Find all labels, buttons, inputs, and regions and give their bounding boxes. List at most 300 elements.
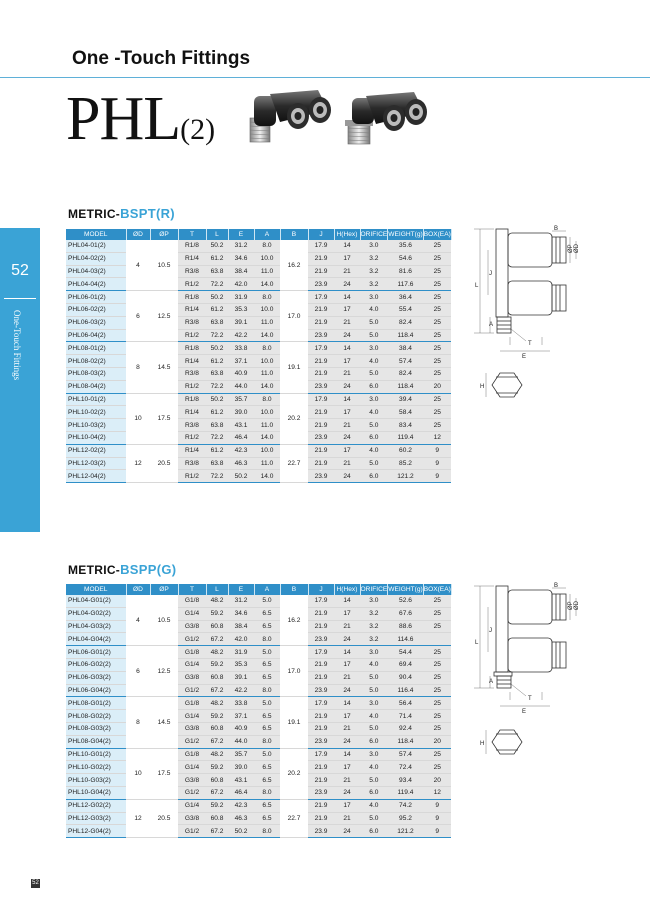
hex-cell: 14	[334, 393, 360, 406]
header-rule	[0, 77, 650, 78]
table-row	[66, 278, 451, 291]
weight-cell: 54.6	[388, 252, 423, 265]
box-qty-cell: 25	[423, 748, 451, 761]
length-l-cell: 72.2	[206, 431, 228, 444]
box-qty-cell	[423, 633, 451, 646]
length-a-cell: 10.0	[254, 355, 280, 368]
orifice-cell: 4.0	[360, 710, 388, 723]
length-e-cell: 39.0	[228, 406, 254, 419]
model-cell: PHL06-G04(2)	[66, 684, 126, 697]
table-row	[66, 240, 451, 252]
weight-cell: 39.4	[388, 393, 423, 406]
box-qty-cell: 25	[423, 722, 451, 735]
table-row	[66, 595, 451, 607]
length-j-cell: 21.9	[308, 799, 334, 812]
table-header-row	[66, 229, 451, 240]
table-row	[66, 316, 451, 329]
thread-cell: R1/8	[178, 342, 206, 355]
hex-cell: 21	[334, 722, 360, 735]
length-e-cell: 46.3	[228, 457, 254, 470]
length-j-cell: 21.9	[308, 252, 334, 265]
hex-cell: 17	[334, 658, 360, 671]
thread-cell: R1/8	[178, 393, 206, 406]
box-qty-cell: 25	[423, 595, 451, 607]
length-j-cell: 21.9	[308, 620, 334, 633]
column-header: J	[308, 229, 334, 240]
hex-cell: 24	[334, 380, 360, 393]
length-e-cell: 31.9	[228, 291, 254, 304]
model-cell: PHL04-01(2)	[66, 240, 126, 252]
length-e-cell: 34.6	[228, 252, 254, 265]
thread-cell: R3/8	[178, 457, 206, 470]
model-cell: PHL12-03(2)	[66, 457, 126, 470]
hex-cell: 24	[334, 431, 360, 444]
hex-cell: 21	[334, 316, 360, 329]
side-tab-page-number: 52	[11, 262, 29, 279]
weight-cell: 118.4	[388, 735, 423, 748]
hex-cell: 24	[334, 825, 360, 838]
model-cell: PHL06-G02(2)	[66, 658, 126, 671]
model-cell: PHL12-G02(2)	[66, 799, 126, 812]
length-e-cell: 38.4	[228, 620, 254, 633]
length-e-cell: 42.2	[228, 684, 254, 697]
box-qty-cell: 25	[423, 671, 451, 684]
weight-cell: 60.2	[388, 444, 423, 457]
thread-cell: G1/2	[178, 684, 206, 697]
weight-cell: 116.4	[388, 684, 423, 697]
model-cell: PHL06-G01(2)	[66, 646, 126, 659]
length-a-cell: 8.0	[254, 825, 280, 838]
length-b-cell: 20.2	[280, 748, 308, 799]
length-j-cell: 21.9	[308, 316, 334, 329]
dim-label-l: L	[475, 640, 479, 646]
length-l-cell: 59.2	[206, 761, 228, 774]
product-model-title	[66, 85, 216, 161]
hex-cell: 21	[334, 457, 360, 470]
length-a-cell: 11.0	[254, 316, 280, 329]
box-qty-cell: 25	[423, 646, 451, 659]
table-row	[66, 658, 451, 671]
length-l-cell: 50.2	[206, 342, 228, 355]
table-row	[66, 620, 451, 633]
weight-cell: 85.2	[388, 457, 423, 470]
length-e-cell: 50.2	[228, 825, 254, 838]
box-qty-cell: 25	[423, 252, 451, 265]
length-a-cell: 8.0	[254, 633, 280, 646]
length-l-cell: 60.8	[206, 774, 228, 787]
length-j-cell: 17.9	[308, 342, 334, 355]
length-l-cell: 63.8	[206, 457, 228, 470]
column-header: E	[228, 584, 254, 595]
table-row	[66, 607, 451, 620]
length-a-cell: 10.0	[254, 303, 280, 316]
length-l-cell: 59.2	[206, 799, 228, 812]
length-e-cell: 33.8	[228, 697, 254, 710]
length-a-cell: 5.0	[254, 646, 280, 659]
length-l-cell: 63.8	[206, 265, 228, 278]
length-l-cell: 50.2	[206, 393, 228, 406]
weight-cell: 118.4	[388, 380, 423, 393]
model-suffix: (2)	[180, 113, 216, 146]
length-e-cell: 42.2	[228, 329, 254, 342]
tube-od-cell: 4	[126, 595, 150, 646]
thread-cell: R1/4	[178, 252, 206, 265]
length-b-cell: 17.0	[280, 291, 308, 342]
column-header: ØD	[126, 584, 150, 595]
box-qty-cell: 9	[423, 470, 451, 483]
thread-cell: R3/8	[178, 265, 206, 278]
model-cell: PHL04-03(2)	[66, 265, 126, 278]
length-j-cell: 21.9	[308, 355, 334, 368]
length-e-cell: 46.3	[228, 812, 254, 825]
box-qty-cell: 20	[423, 380, 451, 393]
box-qty-cell: 25	[423, 658, 451, 671]
length-l-cell: 61.2	[206, 406, 228, 419]
weight-cell: 93.4	[388, 774, 423, 787]
length-a-cell: 14.0	[254, 431, 280, 444]
hex-cell: 21	[334, 812, 360, 825]
weight-cell: 52.6	[388, 595, 423, 607]
tube-od-cell: 6	[126, 646, 150, 697]
orifice-cell: 3.0	[360, 240, 388, 252]
model-cell: PHL08-02(2)	[66, 355, 126, 368]
length-l-cell: 61.2	[206, 252, 228, 265]
thread-cell: R1/4	[178, 444, 206, 457]
dimension-drawing-bspt	[470, 225, 590, 415]
weight-cell: 121.2	[388, 470, 423, 483]
column-header: WEIGHT(g)	[388, 586, 423, 593]
dimension-drawing-bspp	[470, 582, 590, 772]
table-row	[66, 329, 451, 342]
length-e-cell: 39.1	[228, 671, 254, 684]
weight-cell: 57.4	[388, 355, 423, 368]
length-b-cell: 22.7	[280, 799, 308, 837]
length-e-cell: 43.1	[228, 419, 254, 432]
length-e-cell: 39.1	[228, 316, 254, 329]
orifice-cell: 5.0	[360, 329, 388, 342]
length-l-cell: 67.2	[206, 633, 228, 646]
od-p-cell: 10.5	[150, 595, 178, 646]
length-a-cell: 5.0	[254, 595, 280, 607]
box-qty-cell: 25	[423, 684, 451, 697]
page-number: 52	[32, 880, 39, 886]
box-qty-cell: 25	[423, 607, 451, 620]
table-header-row	[66, 584, 451, 595]
length-l-cell: 61.2	[206, 303, 228, 316]
orifice-cell: 5.0	[360, 812, 388, 825]
length-l-cell: 60.8	[206, 812, 228, 825]
length-b-cell: 19.1	[280, 697, 308, 748]
table-row	[66, 786, 451, 799]
length-a-cell: 10.0	[254, 444, 280, 457]
length-l-cell: 61.2	[206, 444, 228, 457]
orifice-cell: 5.0	[360, 671, 388, 684]
length-a-cell: 8.0	[254, 735, 280, 748]
table-row	[66, 671, 451, 684]
length-j-cell: 21.9	[308, 457, 334, 470]
side-tab-label-wrap	[12, 310, 28, 410]
length-j-cell: 23.9	[308, 329, 334, 342]
weight-cell: 54.4	[388, 646, 423, 659]
table-row	[66, 444, 451, 457]
hex-cell: 14	[334, 748, 360, 761]
length-j-cell: 21.9	[308, 722, 334, 735]
table-row	[66, 710, 451, 723]
column-header: ØP	[150, 229, 178, 240]
length-l-cell: 63.8	[206, 316, 228, 329]
spec-table-bspp	[66, 584, 452, 838]
hex-cell: 21	[334, 671, 360, 684]
model-cell: PHL10-01(2)	[66, 393, 126, 406]
thread-cell: G3/8	[178, 620, 206, 633]
thread-cell: G3/8	[178, 722, 206, 735]
length-j-cell: 17.9	[308, 393, 334, 406]
thread-standard: BSPT(R)	[120, 206, 175, 221]
orifice-cell: 4.0	[360, 799, 388, 812]
column-header: L	[206, 584, 228, 595]
od-p-cell: 14.5	[150, 342, 178, 393]
weight-cell: 92.4	[388, 722, 423, 735]
table-row	[66, 393, 451, 406]
od-p-cell: 12.5	[150, 291, 178, 342]
orifice-cell: 3.2	[360, 278, 388, 291]
weight-cell: 117.6	[388, 278, 423, 291]
model-cell: PHL08-01(2)	[66, 342, 126, 355]
hex-cell: 17	[334, 252, 360, 265]
weight-cell: 95.2	[388, 812, 423, 825]
dim-label-h: H	[480, 741, 485, 747]
orifice-cell: 4.0	[360, 658, 388, 671]
length-l-cell: 59.2	[206, 710, 228, 723]
table-row	[66, 774, 451, 787]
box-qty-cell: 25	[423, 620, 451, 633]
thread-cell: R3/8	[178, 367, 206, 380]
length-l-cell: 72.2	[206, 329, 228, 342]
dim-label-d: ØD	[574, 244, 580, 253]
column-header: MODEL	[66, 229, 126, 240]
table-row	[66, 722, 451, 735]
model-cell: PHL12-G03(2)	[66, 812, 126, 825]
model-cell: PHL10-02(2)	[66, 406, 126, 419]
box-qty-cell: 25	[423, 697, 451, 710]
hex-cell: 17	[334, 710, 360, 723]
length-j-cell: 17.9	[308, 240, 334, 252]
thread-cell: G1/2	[178, 825, 206, 838]
weight-cell: 121.2	[388, 825, 423, 838]
model-name: PHL	[66, 85, 181, 153]
length-a-cell: 6.5	[254, 671, 280, 684]
column-header: J	[308, 584, 334, 595]
hex-cell: 14	[334, 291, 360, 304]
model-cell: PHL12-G04(2)	[66, 825, 126, 838]
column-header: H(Hex)	[334, 229, 360, 240]
od-p-cell: 20.5	[150, 444, 178, 482]
tube-od-cell: 4	[126, 240, 150, 291]
orifice-cell: 3.2	[360, 252, 388, 265]
thread-cell: G1/4	[178, 710, 206, 723]
table-row	[66, 291, 451, 304]
weight-cell: 38.4	[388, 342, 423, 355]
length-j-cell: 23.9	[308, 684, 334, 697]
orifice-cell: 6.0	[360, 380, 388, 393]
length-a-cell: 6.5	[254, 620, 280, 633]
length-a-cell: 6.5	[254, 710, 280, 723]
column-header: T	[178, 584, 206, 595]
box-qty-cell: 9	[423, 444, 451, 457]
box-qty-cell: 25	[423, 278, 451, 291]
weight-cell: 82.4	[388, 316, 423, 329]
hex-cell: 17	[334, 444, 360, 457]
model-cell: PHL04-02(2)	[66, 252, 126, 265]
orifice-cell: 6.0	[360, 470, 388, 483]
thread-cell: G1/8	[178, 748, 206, 761]
weight-cell: 55.4	[388, 303, 423, 316]
dim-label-d: ØD	[574, 601, 580, 610]
orifice-cell: 4.0	[360, 444, 388, 457]
model-cell: PHL10-G03(2)	[66, 774, 126, 787]
length-e-cell: 31.9	[228, 646, 254, 659]
box-qty-cell: 25	[423, 419, 451, 432]
model-cell: PHL08-G03(2)	[66, 722, 126, 735]
box-qty-cell: 25	[423, 240, 451, 252]
box-qty-cell: 25	[423, 393, 451, 406]
length-l-cell: 59.2	[206, 658, 228, 671]
length-j-cell: 21.9	[308, 303, 334, 316]
orifice-cell: 4.0	[360, 406, 388, 419]
model-cell: PHL06-04(2)	[66, 329, 126, 342]
dim-label-p: ØP	[568, 244, 574, 253]
length-l-cell: 67.2	[206, 684, 228, 697]
table-row	[66, 419, 451, 432]
length-j-cell: 17.9	[308, 748, 334, 761]
length-a-cell: 8.0	[254, 240, 280, 252]
thread-cell: R3/8	[178, 316, 206, 329]
dim-label-t: T	[528, 696, 532, 702]
length-e-cell: 35.7	[228, 748, 254, 761]
weight-cell: 36.4	[388, 291, 423, 304]
orifice-cell: 3.2	[360, 620, 388, 633]
length-b-cell: 16.2	[280, 240, 308, 291]
model-cell: PHL10-G01(2)	[66, 748, 126, 761]
dim-label-a: A	[489, 322, 494, 328]
length-b-cell: 22.7	[280, 444, 308, 482]
thread-cell: G1/8	[178, 595, 206, 607]
length-e-cell: 31.2	[228, 595, 254, 607]
length-e-cell: 40.9	[228, 367, 254, 380]
product-photo-bspp	[336, 84, 436, 154]
thread-cell: G1/2	[178, 786, 206, 799]
table-row	[66, 633, 451, 646]
box-qty-cell: 25	[423, 761, 451, 774]
thread-cell: G1/4	[178, 658, 206, 671]
model-cell: PHL08-04(2)	[66, 380, 126, 393]
box-qty-cell: 25	[423, 329, 451, 342]
table-row	[66, 799, 451, 812]
weight-cell: 119.4	[388, 431, 423, 444]
model-cell: PHL10-G04(2)	[66, 786, 126, 799]
length-e-cell: 38.4	[228, 265, 254, 278]
table-row	[66, 684, 451, 697]
length-j-cell: 23.9	[308, 825, 334, 838]
orifice-cell: 5.0	[360, 684, 388, 697]
length-a-cell: 8.0	[254, 342, 280, 355]
weight-cell: 119.4	[388, 786, 423, 799]
length-e-cell: 31.2	[228, 240, 254, 252]
length-b-cell: 17.0	[280, 646, 308, 697]
length-l-cell: 48.2	[206, 697, 228, 710]
thread-cell: R1/4	[178, 303, 206, 316]
length-j-cell: 21.9	[308, 444, 334, 457]
orifice-cell: 6.0	[360, 825, 388, 838]
orifice-cell: 3.2	[360, 265, 388, 278]
model-cell: PHL08-G02(2)	[66, 710, 126, 723]
tube-od-cell: 6	[126, 291, 150, 342]
length-l-cell: 72.2	[206, 278, 228, 291]
hex-cell: 24	[334, 470, 360, 483]
length-l-cell: 63.8	[206, 419, 228, 432]
section-title-bspt	[68, 206, 175, 221]
od-p-cell: 17.5	[150, 748, 178, 799]
length-j-cell: 23.9	[308, 278, 334, 291]
table-row	[66, 367, 451, 380]
length-j-cell: 21.9	[308, 671, 334, 684]
length-j-cell: 21.9	[308, 658, 334, 671]
thread-cell: G1/4	[178, 799, 206, 812]
column-header: BOX(EA)	[423, 586, 451, 593]
model-cell: PHL10-G02(2)	[66, 761, 126, 774]
length-e-cell: 37.1	[228, 710, 254, 723]
model-cell: PHL08-G01(2)	[66, 697, 126, 710]
orifice-cell: 5.0	[360, 722, 388, 735]
od-p-cell: 20.5	[150, 799, 178, 837]
hex-cell: 14	[334, 646, 360, 659]
model-cell: PHL04-G02(2)	[66, 607, 126, 620]
orifice-cell: 4.0	[360, 303, 388, 316]
thread-cell: R1/2	[178, 380, 206, 393]
length-e-cell: 50.2	[228, 470, 254, 483]
column-header: BOX(EA)	[423, 231, 451, 238]
orifice-cell: 6.0	[360, 735, 388, 748]
hex-cell: 21	[334, 620, 360, 633]
length-a-cell: 11.0	[254, 265, 280, 278]
length-j-cell: 17.9	[308, 595, 334, 607]
length-e-cell: 44.0	[228, 735, 254, 748]
thread-cell: R1/2	[178, 329, 206, 342]
section-label: METRIC-	[68, 207, 121, 221]
length-j-cell: 21.9	[308, 406, 334, 419]
side-tab-label: One-Touch Fittings	[12, 310, 22, 381]
weight-cell: 57.4	[388, 748, 423, 761]
thread-cell: G1/2	[178, 735, 206, 748]
tube-od-cell: 12	[126, 444, 150, 482]
weight-cell: 90.4	[388, 671, 423, 684]
length-a-cell: 6.5	[254, 799, 280, 812]
length-a-cell: 11.0	[254, 419, 280, 432]
hex-cell: 17	[334, 406, 360, 419]
section-label: METRIC-	[68, 563, 121, 577]
length-j-cell: 17.9	[308, 697, 334, 710]
table-row	[66, 697, 451, 710]
column-header: ORIFICE	[360, 586, 388, 593]
table-row	[66, 457, 451, 470]
column-header: ØP	[150, 584, 178, 595]
model-cell: PHL08-03(2)	[66, 367, 126, 380]
box-qty-cell: 25	[423, 367, 451, 380]
length-l-cell: 48.2	[206, 595, 228, 607]
weight-cell: 82.4	[388, 367, 423, 380]
length-l-cell: 63.8	[206, 367, 228, 380]
table-row	[66, 252, 451, 265]
